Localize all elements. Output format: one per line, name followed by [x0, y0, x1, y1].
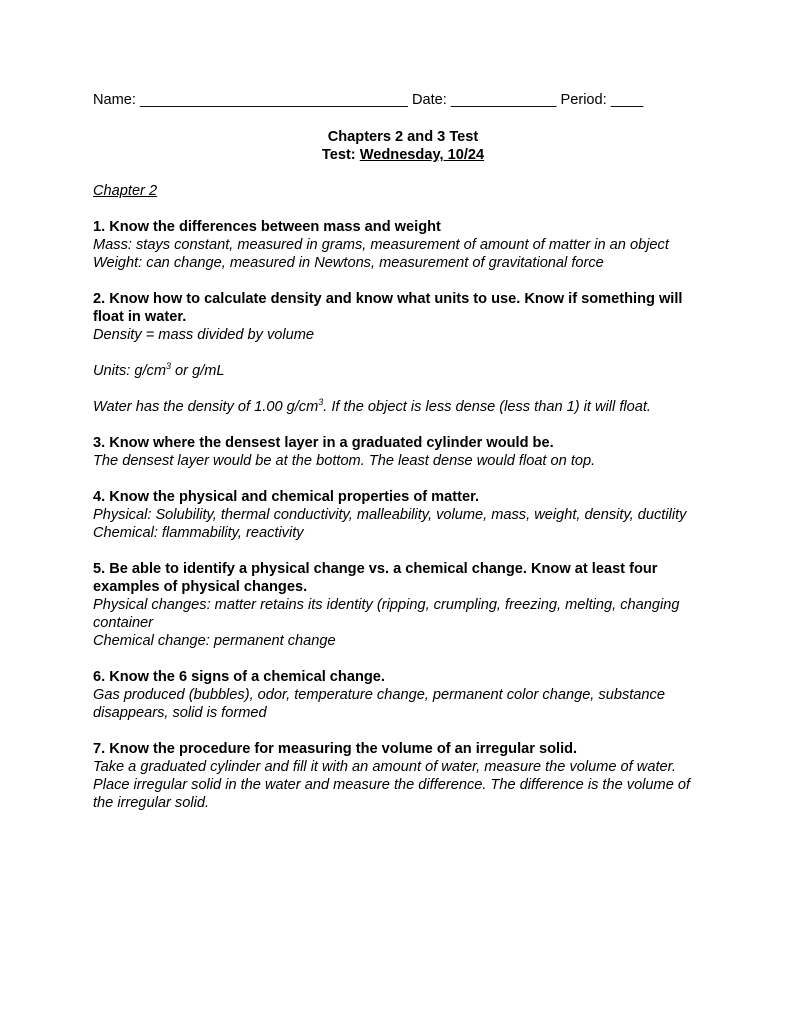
name-label: Name:	[93, 92, 136, 108]
question-1	[93, 218, 713, 272]
answer-text: Physical changes: matter retains its identity (ripping, crumpling, freezing, melting, changing container	[93, 597, 680, 631]
test-date-line	[93, 146, 713, 164]
question-3	[93, 434, 713, 470]
water-density-answer	[93, 398, 713, 416]
period-blank: ____	[610, 92, 644, 108]
water-superscript: 3	[318, 397, 324, 408]
question-text: 7. Know the procedure for measuring the volume of an irregular solid.	[93, 741, 578, 757]
question-text: 3. Know where the densest layer in a graduated cylinder would be.	[93, 435, 554, 451]
test-date: Wednesday, 10/24	[359, 147, 485, 163]
answer-text: Physical: Solubility, thermal conductivity, malleability, volume, mass, weight, density, ductility	[93, 507, 687, 523]
answer-text: Take a graduated cylinder and fill it with an amount of water, measure the volume of water.	[93, 759, 676, 775]
water-text-end: . If the object is less dense (less than 1) it will float.	[323, 399, 651, 415]
units-superscript: 3	[165, 361, 171, 372]
answer-text: Place irregular solid in the water and measure the difference. The difference is the volume of the irregular solid.	[93, 777, 691, 811]
chapter-heading: Chapter 2	[93, 183, 158, 199]
period-label: Period:	[560, 92, 607, 108]
question-text: 6. Know the 6 signs of a chemical change.	[93, 669, 385, 685]
page-title: Chapters 2 and 3 Test	[327, 129, 479, 145]
title-block	[93, 128, 713, 164]
name-blank: _________________________________	[140, 92, 408, 108]
worksheet-page	[93, 91, 713, 812]
question-4	[93, 488, 713, 542]
answer-text: Chemical: flammability, reactivity	[93, 525, 304, 541]
water-text: Water has the density of 1.00 g/cm	[93, 399, 319, 415]
answer-text: Gas produced (bubbles), odor, temperature change, permanent color change, substance disappears, solid is formed	[93, 687, 665, 721]
answer-text: Mass: stays constant, measured in grams, measurement of amount of matter in an object	[93, 237, 669, 253]
answer-text: Chemical change: permanent change	[93, 633, 336, 649]
question-text: 2. Know how to calculate density and know what units to use. Know if something will float in water.	[93, 291, 683, 325]
question-7	[93, 740, 713, 812]
question-text: 1. Know the differences between mass and weight	[93, 219, 441, 235]
date-blank: _____________	[450, 92, 557, 108]
question-5	[93, 560, 713, 650]
answer-text: The densest layer would be at the bottom. The least dense would float on top.	[93, 453, 596, 469]
question-6	[93, 668, 713, 722]
answer-text: Density = mass divided by volume	[93, 327, 315, 343]
question-text: 5. Be able to identify a physical change vs. a chemical change. Know at least four examples of physical changes.	[93, 561, 658, 595]
units-answer	[93, 362, 713, 380]
question-2	[93, 290, 713, 416]
header-line	[93, 91, 713, 109]
units-text: Units: g/cm	[93, 363, 166, 379]
answer-text: Weight: can change, measured in Newtons, measurement of gravitational force	[93, 255, 604, 271]
date-label: Date:	[411, 92, 447, 108]
test-label: Test:	[321, 147, 356, 163]
units-text-end: or g/mL	[171, 363, 225, 379]
question-text: 4. Know the physical and chemical properties of matter.	[93, 489, 480, 505]
